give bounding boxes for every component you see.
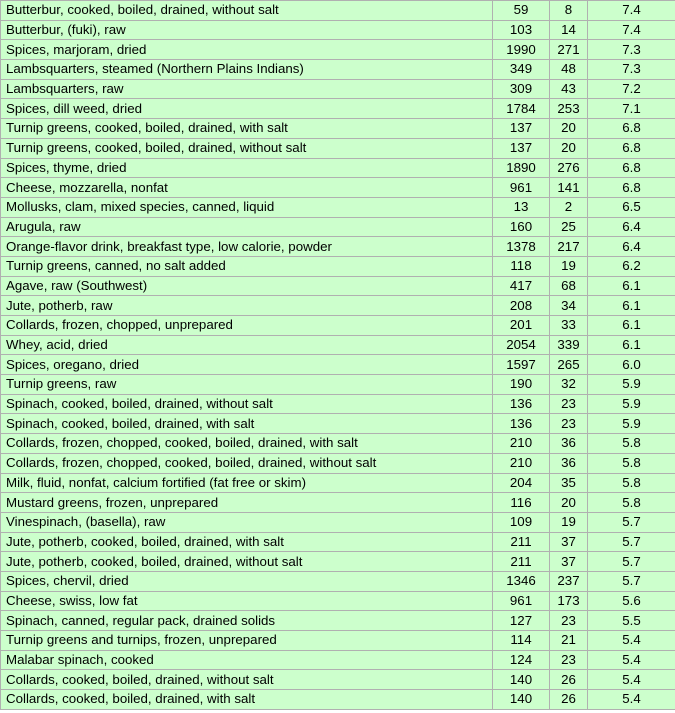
ratio-cell: 7.3 <box>588 40 675 60</box>
food-name-cell: Milk, fluid, nonfat, calcium fortified (fat free or skim) <box>1 473 493 493</box>
food-name-cell: Vinespinach, (basella), raw <box>1 512 493 532</box>
ratio-cell: 7.2 <box>588 79 675 99</box>
value-cell: 2054 <box>493 335 550 355</box>
table-row <box>1 335 675 355</box>
secondary-value-cell: 37 <box>550 532 588 552</box>
table-row <box>1 20 675 40</box>
food-name-cell: Collards, cooked, boiled, drained, with salt <box>1 690 493 710</box>
ratio-cell: 5.9 <box>588 394 675 414</box>
food-name-cell: Orange-flavor drink, breakfast type, low calorie, powder <box>1 237 493 257</box>
table-row <box>1 434 675 454</box>
ratio-cell: 6.8 <box>588 178 675 198</box>
ratio-cell: 5.8 <box>588 493 675 513</box>
food-name-cell: Spices, marjoram, dried <box>1 40 493 60</box>
table-row <box>1 670 675 690</box>
value-cell: 417 <box>493 276 550 296</box>
ratio-cell: 5.7 <box>588 532 675 552</box>
value-cell: 114 <box>493 631 550 651</box>
table-row <box>1 237 675 257</box>
value-cell: 309 <box>493 79 550 99</box>
table-row <box>1 99 675 119</box>
table-row <box>1 571 675 591</box>
food-name-cell: Mollusks, clam, mixed species, canned, liquid <box>1 197 493 217</box>
secondary-value-cell: 26 <box>550 690 588 710</box>
table-row <box>1 611 675 631</box>
secondary-value-cell: 23 <box>550 394 588 414</box>
table-row <box>1 138 675 158</box>
secondary-value-cell: 19 <box>550 256 588 276</box>
value-cell: 1346 <box>493 571 550 591</box>
secondary-value-cell: 36 <box>550 434 588 454</box>
table-row <box>1 119 675 139</box>
value-cell: 210 <box>493 453 550 473</box>
secondary-value-cell: 19 <box>550 512 588 532</box>
value-cell: 208 <box>493 296 550 316</box>
value-cell: 118 <box>493 256 550 276</box>
secondary-value-cell: 237 <box>550 571 588 591</box>
secondary-value-cell: 217 <box>550 237 588 257</box>
table-row <box>1 375 675 395</box>
ratio-cell: 5.8 <box>588 453 675 473</box>
food-name-cell: Jute, potherb, cooked, boiled, drained, with salt <box>1 532 493 552</box>
secondary-value-cell: 36 <box>550 453 588 473</box>
value-cell: 211 <box>493 552 550 572</box>
ratio-cell: 7.4 <box>588 1 675 21</box>
ratio-cell: 6.1 <box>588 276 675 296</box>
food-name-cell: Spices, dill weed, dried <box>1 99 493 119</box>
value-cell: 349 <box>493 60 550 80</box>
secondary-value-cell: 35 <box>550 473 588 493</box>
table-row <box>1 178 675 198</box>
ratio-cell: 6.5 <box>588 197 675 217</box>
table-row <box>1 512 675 532</box>
secondary-value-cell: 34 <box>550 296 588 316</box>
food-name-cell: Collards, frozen, chopped, cooked, boiled, drained, with salt <box>1 434 493 454</box>
ratio-cell: 7.4 <box>588 20 675 40</box>
food-name-cell: Turnip greens and turnips, frozen, unprepared <box>1 631 493 651</box>
value-cell: 211 <box>493 532 550 552</box>
food-name-cell: Collards, cooked, boiled, drained, without salt <box>1 670 493 690</box>
value-cell: 103 <box>493 20 550 40</box>
value-cell: 961 <box>493 591 550 611</box>
table-row <box>1 60 675 80</box>
ratio-cell: 6.1 <box>588 335 675 355</box>
table-row <box>1 1 675 21</box>
secondary-value-cell: 21 <box>550 631 588 651</box>
value-cell: 1990 <box>493 40 550 60</box>
secondary-value-cell: 173 <box>550 591 588 611</box>
table-row <box>1 453 675 473</box>
secondary-value-cell: 37 <box>550 552 588 572</box>
ratio-cell: 5.4 <box>588 690 675 710</box>
secondary-value-cell: 141 <box>550 178 588 198</box>
table-row <box>1 276 675 296</box>
table-row <box>1 296 675 316</box>
food-name-cell: Collards, frozen, chopped, unprepared <box>1 316 493 336</box>
food-name-cell: Spices, chervil, dried <box>1 571 493 591</box>
table-row <box>1 355 675 375</box>
food-name-cell: Cheese, swiss, low fat <box>1 591 493 611</box>
ratio-cell: 5.6 <box>588 591 675 611</box>
ratio-cell: 6.8 <box>588 158 675 178</box>
ratio-cell: 5.7 <box>588 571 675 591</box>
table-row <box>1 40 675 60</box>
value-cell: 137 <box>493 138 550 158</box>
secondary-value-cell: 26 <box>550 670 588 690</box>
ratio-cell: 6.0 <box>588 355 675 375</box>
ratio-cell: 5.9 <box>588 375 675 395</box>
secondary-value-cell: 271 <box>550 40 588 60</box>
value-cell: 59 <box>493 1 550 21</box>
food-name-cell: Turnip greens, canned, no salt added <box>1 256 493 276</box>
table-row <box>1 650 675 670</box>
secondary-value-cell: 32 <box>550 375 588 395</box>
food-name-cell: Spices, oregano, dried <box>1 355 493 375</box>
food-name-cell: Arugula, raw <box>1 217 493 237</box>
value-cell: 1597 <box>493 355 550 375</box>
ratio-cell: 6.8 <box>588 119 675 139</box>
food-name-cell: Collards, frozen, chopped, cooked, boiled, drained, without salt <box>1 453 493 473</box>
food-name-cell: Turnip greens, cooked, boiled, drained, with salt <box>1 119 493 139</box>
value-cell: 210 <box>493 434 550 454</box>
ratio-cell: 6.4 <box>588 217 675 237</box>
food-name-cell: Whey, acid, dried <box>1 335 493 355</box>
secondary-value-cell: 265 <box>550 355 588 375</box>
secondary-value-cell: 276 <box>550 158 588 178</box>
ratio-cell: 7.3 <box>588 60 675 80</box>
food-name-cell: Mustard greens, frozen, unprepared <box>1 493 493 513</box>
table-row <box>1 631 675 651</box>
table-row <box>1 197 675 217</box>
food-name-cell: Turnip greens, cooked, boiled, drained, without salt <box>1 138 493 158</box>
food-name-cell: Jute, potherb, raw <box>1 296 493 316</box>
table-row <box>1 473 675 493</box>
value-cell: 204 <box>493 473 550 493</box>
food-name-cell: Butterbur, cooked, boiled, drained, without salt <box>1 1 493 21</box>
value-cell: 140 <box>493 670 550 690</box>
food-name-cell: Spinach, cooked, boiled, drained, without salt <box>1 394 493 414</box>
value-cell: 140 <box>493 690 550 710</box>
food-name-cell: Turnip greens, raw <box>1 375 493 395</box>
secondary-value-cell: 43 <box>550 79 588 99</box>
ratio-cell: 5.4 <box>588 631 675 651</box>
secondary-value-cell: 23 <box>550 650 588 670</box>
table-row <box>1 591 675 611</box>
table-row <box>1 552 675 572</box>
value-cell: 160 <box>493 217 550 237</box>
secondary-value-cell: 20 <box>550 138 588 158</box>
secondary-value-cell: 23 <box>550 611 588 631</box>
ratio-cell: 5.4 <box>588 650 675 670</box>
ratio-cell: 5.9 <box>588 414 675 434</box>
value-cell: 1784 <box>493 99 550 119</box>
value-cell: 1378 <box>493 237 550 257</box>
table-row <box>1 79 675 99</box>
secondary-value-cell: 25 <box>550 217 588 237</box>
ratio-cell: 5.4 <box>588 670 675 690</box>
value-cell: 136 <box>493 414 550 434</box>
food-name-cell: Spinach, cooked, boiled, drained, with salt <box>1 414 493 434</box>
ratio-cell: 6.8 <box>588 138 675 158</box>
food-name-cell: Malabar spinach, cooked <box>1 650 493 670</box>
secondary-value-cell: 8 <box>550 1 588 21</box>
table-row <box>1 394 675 414</box>
food-name-cell: Spices, thyme, dried <box>1 158 493 178</box>
secondary-value-cell: 253 <box>550 99 588 119</box>
value-cell: 124 <box>493 650 550 670</box>
table-row <box>1 414 675 434</box>
food-name-cell: Lambsquarters, steamed (Northern Plains Indians) <box>1 60 493 80</box>
food-name-cell: Butterbur, (fuki), raw <box>1 20 493 40</box>
ratio-cell: 5.7 <box>588 552 675 572</box>
table-row <box>1 316 675 336</box>
secondary-value-cell: 20 <box>550 119 588 139</box>
table-row <box>1 158 675 178</box>
secondary-value-cell: 2 <box>550 197 588 217</box>
table-row <box>1 256 675 276</box>
value-cell: 201 <box>493 316 550 336</box>
ratio-cell: 5.8 <box>588 473 675 493</box>
table-row <box>1 690 675 710</box>
ratio-cell: 5.5 <box>588 611 675 631</box>
ratio-cell: 7.1 <box>588 99 675 119</box>
table-row <box>1 532 675 552</box>
ratio-cell: 6.1 <box>588 316 675 336</box>
ratio-cell: 6.1 <box>588 296 675 316</box>
food-name-cell: Cheese, mozzarella, nonfat <box>1 178 493 198</box>
table-row <box>1 217 675 237</box>
value-cell: 137 <box>493 119 550 139</box>
value-cell: 116 <box>493 493 550 513</box>
secondary-value-cell: 339 <box>550 335 588 355</box>
food-name-cell: Jute, potherb, cooked, boiled, drained, without salt <box>1 552 493 572</box>
ratio-cell: 6.2 <box>588 256 675 276</box>
table-row <box>1 493 675 513</box>
table-body <box>1 1 675 710</box>
value-cell: 1890 <box>493 158 550 178</box>
secondary-value-cell: 14 <box>550 20 588 40</box>
food-name-cell: Agave, raw (Southwest) <box>1 276 493 296</box>
ratio-cell: 6.4 <box>588 237 675 257</box>
food-name-cell: Spinach, canned, regular pack, drained solids <box>1 611 493 631</box>
value-cell: 127 <box>493 611 550 631</box>
ratio-cell: 5.7 <box>588 512 675 532</box>
secondary-value-cell: 20 <box>550 493 588 513</box>
secondary-value-cell: 48 <box>550 60 588 80</box>
value-cell: 13 <box>493 197 550 217</box>
value-cell: 109 <box>493 512 550 532</box>
value-cell: 190 <box>493 375 550 395</box>
ratio-cell: 5.8 <box>588 434 675 454</box>
secondary-value-cell: 68 <box>550 276 588 296</box>
value-cell: 136 <box>493 394 550 414</box>
value-cell: 961 <box>493 178 550 198</box>
secondary-value-cell: 33 <box>550 316 588 336</box>
food-name-cell: Lambsquarters, raw <box>1 79 493 99</box>
secondary-value-cell: 23 <box>550 414 588 434</box>
